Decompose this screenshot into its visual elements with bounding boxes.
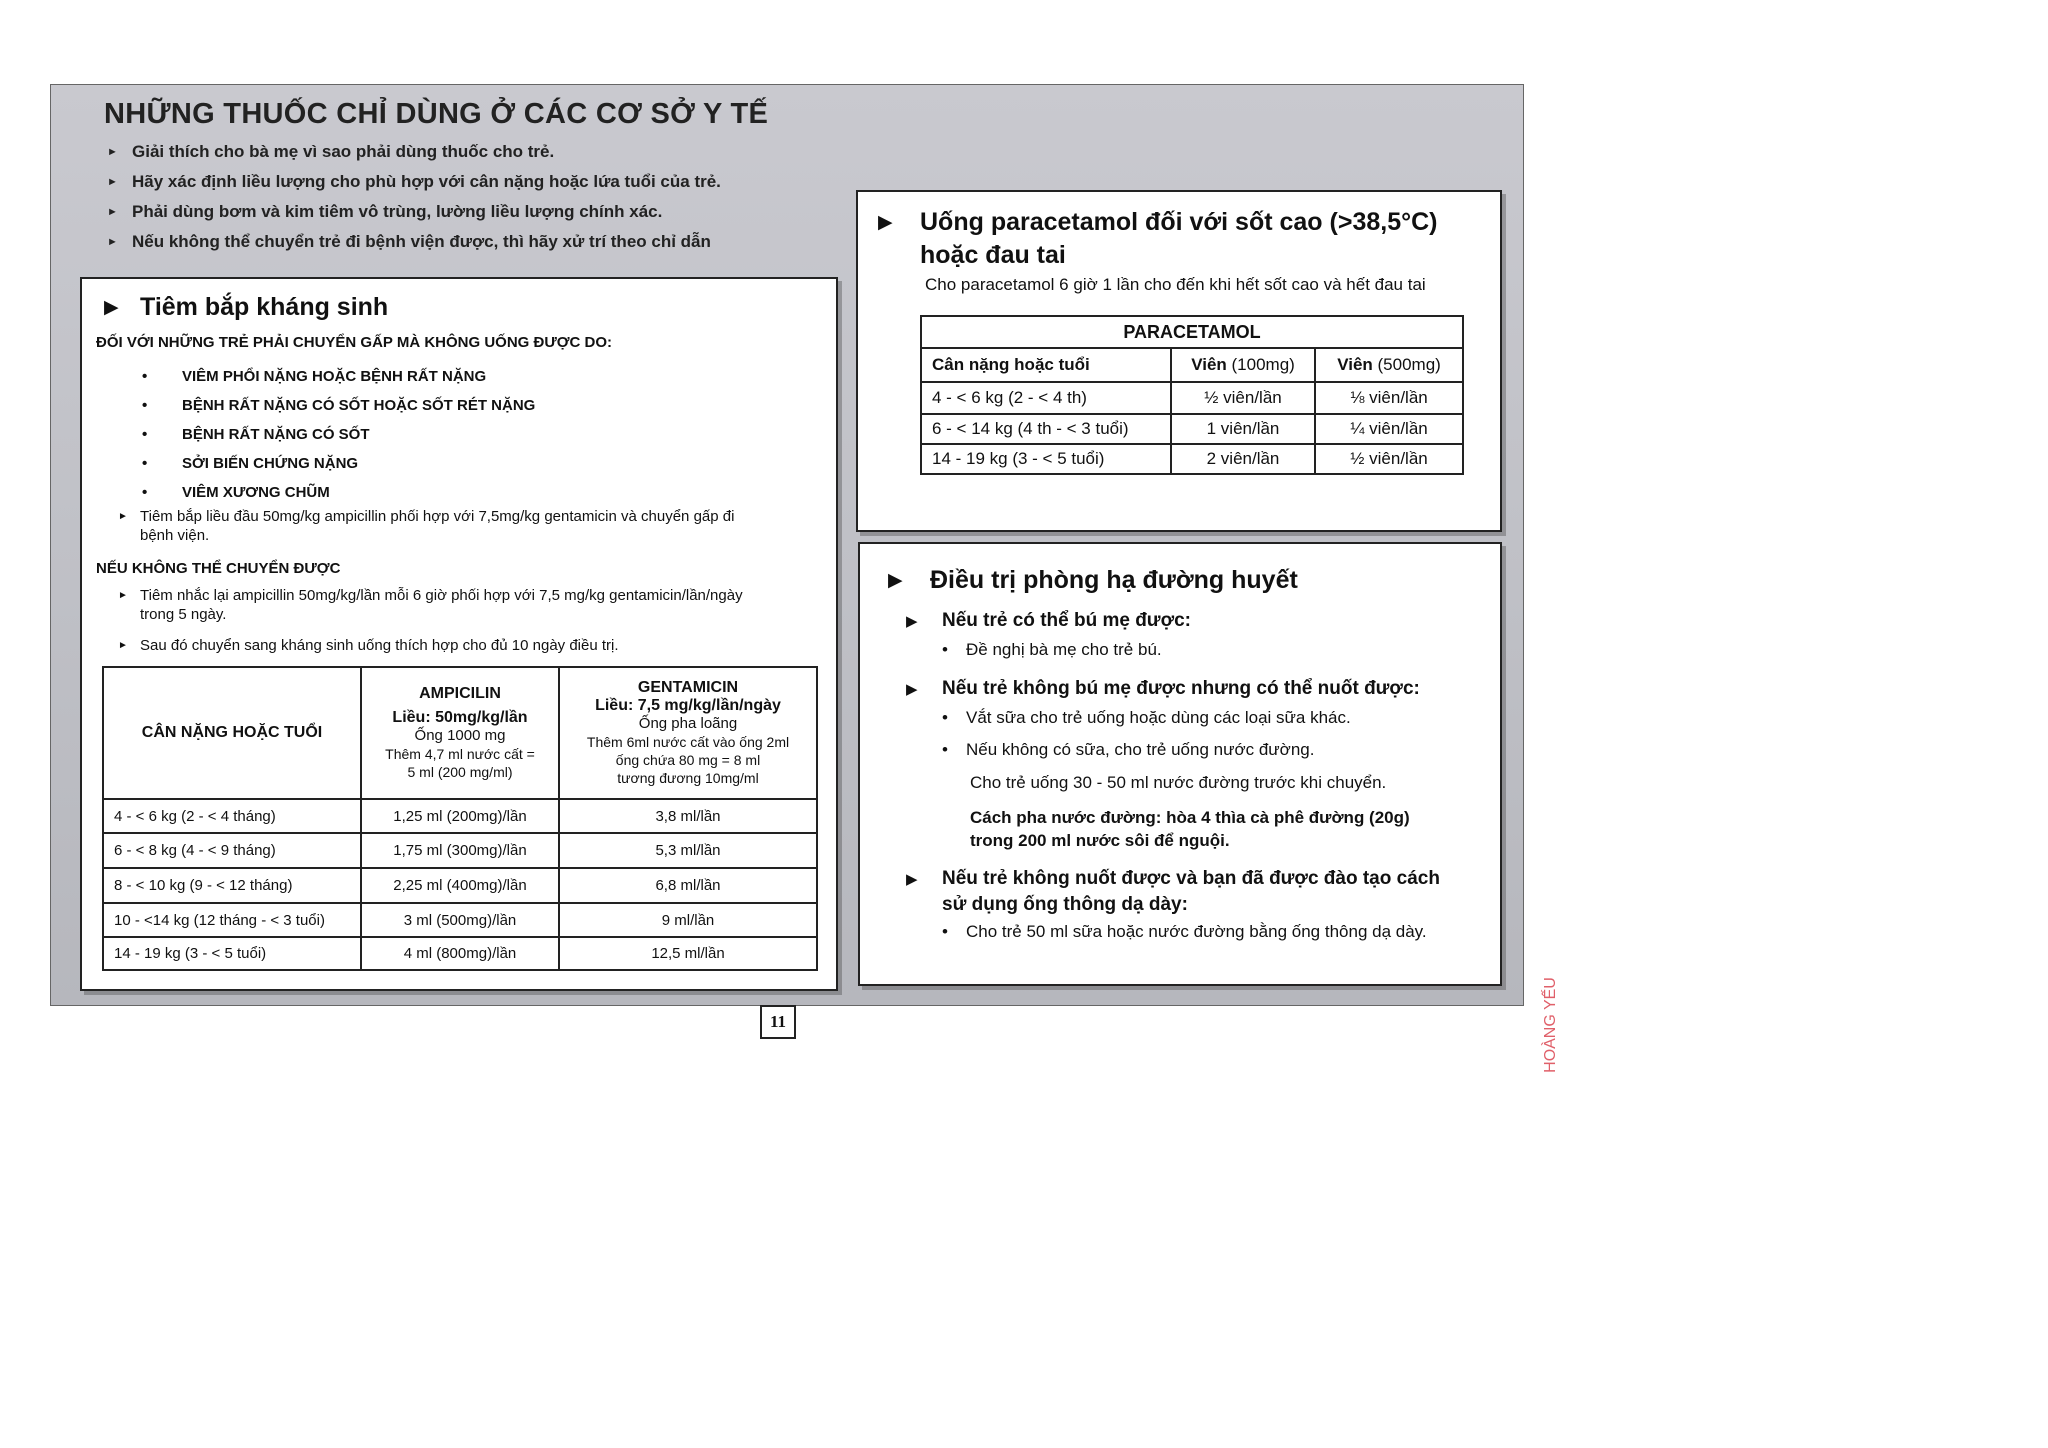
triangle-bullet-icon: ▶ [906, 681, 918, 698]
svg-text:HOÀNG YẾU: HOÀNG YẾU [1542, 977, 1560, 1073]
paracetamol-heading: ▶ Uống paracetamol đối với sốt cao (>38,5°C) hoặc đau tai [878, 208, 1438, 269]
paracetamol-table [920, 315, 1464, 475]
table-header-row [921, 348, 1463, 382]
bullet-arrow-icon: ► [107, 206, 118, 218]
column-header-weight: CÂN NẶNG HOẶC TUỔI [103, 667, 361, 799]
condition-item: • VIÊM PHỔI NẶNG HOẶC BỆNH RẤT NẶNG [142, 362, 535, 391]
case-tube-item: • Cho trẻ 50 ml sữa hoặc nước đường bằng ống thông dạ dày. [942, 922, 1427, 941]
table-row: 4 - < 6 kg (2 - < 4 th) ½ viên/lần ⅛ viên/lần [921, 382, 1463, 414]
bullet-dot-icon: • [142, 426, 148, 443]
table-row: 10 - <14 kg (12 tháng - < 3 tuổi) 3 ml (500mg)/lần 9 ml/lần [103, 903, 817, 937]
signature-mark [1538, 970, 1564, 1080]
table-row: 14 - 19 kg (3 - < 5 tuổi) 2 viên/lần ½ viên/lần [921, 444, 1463, 474]
bullet-arrow-icon: ► [118, 640, 128, 651]
table-row: 14 - 19 kg (3 - < 5 tuổi) 4 ml (800mg)/lần 12,5 ml/lần [103, 937, 817, 970]
oral-switch-instruction: ► Sau đó chuyển sang kháng sinh uống thích hợp cho đủ 10 ngày điều trị. [118, 637, 619, 654]
triangle-bullet-icon: ▶ [906, 871, 918, 888]
paracetamol-box [856, 190, 1502, 532]
condition-item: • BỆNH RẤT NẶNG CÓ SỐT HOẶC SỐT RÉT NẶNG [142, 391, 535, 420]
bullet-dot-icon: • [142, 455, 148, 472]
bullet-dot-icon: • [142, 484, 148, 501]
bullet-dot-icon: • [942, 740, 948, 759]
antibiotic-heading: ▶ Tiêm bắp kháng sinh [104, 293, 389, 321]
triangle-bullet-icon: ▶ [878, 212, 893, 233]
bullet-dot-icon: • [942, 708, 948, 727]
intro-list [107, 140, 721, 260]
first-dose-instruction: ► Tiêm bắp liều đầu 50mg/kg ampicillin phối hợp với 7,5mg/kg gentamicin và chuyển gấp đi bệnh viện. [118, 508, 735, 544]
condition-item: • BỆNH RẤT NẶNG CÓ SỐT [142, 420, 535, 449]
bullet-arrow-icon: ► [107, 146, 118, 158]
no-transfer-heading: NẾU KHÔNG THỂ CHUYỂN ĐƯỢC [96, 560, 341, 577]
paracetamol-note: Cho paracetamol 6 giờ 1 lần cho đến khi hết sốt cao và hết đau tai [925, 275, 1426, 294]
condition-item: • SỞI BIẾN CHỨNG NẶNG [142, 449, 535, 478]
column-header-ampicilin: AMPICILIN Liều: 50mg/kg/lần Ống 1000 mg Thêm 4,7 ml nước cất = 5 ml (200 mg/ml) [361, 667, 559, 799]
repeat-dose-instruction: ► Tiêm nhắc lại ampicillin 50mg/kg/lần mỗi 6 giờ phối hợp với 7,5 mg/kg gentamicin/lần/ngày trong 5 ngày. [118, 587, 743, 623]
table-row: 8 - < 10 kg (9 - < 12 tháng) 2,25 ml (400mg)/lần 6,8 ml/lần [103, 868, 817, 903]
condition-item: • VIÊM XƯƠNG CHŨM [142, 478, 535, 507]
triangle-bullet-icon: ▶ [104, 297, 119, 318]
antibiotic-subtitle: ĐỐI VỚI NHỮNG TRẺ PHẢI CHUYỂN GẤP MÀ KHÔNG UỐNG ĐƯỢC DO: [96, 334, 613, 351]
antibiotic-box [80, 277, 838, 991]
hypoglycemia-box [858, 542, 1502, 986]
page-title: NHỮNG THUỐC CHỈ DÙNG Ở CÁC CƠ SỞ Y TẾ [104, 98, 769, 130]
table-row: 4 - < 6 kg (2 - < 4 tháng) 1,25 ml (200mg)/lần 3,8 ml/lần [103, 799, 817, 833]
bullet-dot-icon: • [142, 368, 148, 385]
case-swallow-item: • Nếu không có sữa, cho trẻ uống nước đường. [942, 740, 1315, 759]
bullet-dot-icon: • [942, 922, 948, 941]
column-header-100mg: Viên (100mg) [1171, 348, 1315, 382]
bullet-arrow-icon: ► [107, 236, 118, 248]
antibiotic-dose-table [102, 666, 818, 971]
case-swallow-item: • Vắt sữa cho trẻ uống hoặc dùng các loại sữa khác. [942, 708, 1351, 727]
bullet-dot-icon: • [942, 640, 948, 659]
column-header-500mg: Viên (500mg) [1315, 348, 1463, 382]
case-tube-heading: ▶ Nếu trẻ không nuốt được và bạn đã được đào tạo cách sử dụng ống thông dạ dày: [906, 868, 1440, 915]
case-swallow-heading: ▶ Nếu trẻ không bú mẹ được nhưng có thể nuốt được: [906, 678, 1420, 699]
page-number: 11 [760, 1005, 796, 1039]
intro-item: ► Nếu không thể chuyển trẻ đi bệnh viện được, thì hãy xử trí theo chỉ dẫn [107, 230, 721, 260]
case-breastfeed-item: • Đề nghị bà mẹ cho trẻ bú. [942, 640, 1162, 659]
sugar-water-note: Cho trẻ uống 30 - 50 ml nước đường trước khi chuyển. [970, 773, 1387, 792]
table-header-row [103, 667, 817, 799]
intro-item: ► Phải dùng bơm và kim tiêm vô trùng, lường liều lượng chính xác. [107, 200, 721, 230]
table-title-row [921, 316, 1463, 348]
bullet-dot-icon: • [142, 397, 148, 414]
bullet-arrow-icon: ► [107, 176, 118, 188]
triangle-bullet-icon: ▶ [906, 613, 918, 630]
triangle-bullet-icon: ▶ [888, 570, 903, 591]
condition-list [142, 362, 535, 507]
hypoglycemia-heading: ▶ Điều trị phòng hạ đường huyết [888, 566, 1298, 594]
intro-item: ► Giải thích cho bà mẹ vì sao phải dùng thuốc cho trẻ. [107, 140, 721, 170]
intro-item: ► Hãy xác định liều lượng cho phù hợp với cân nặng hoặc lứa tuổi của trẻ. [107, 170, 721, 200]
column-header-weight: Cân nặng hoặc tuổi [921, 348, 1171, 382]
sugar-water-recipe: Cách pha nước đường: hòa 4 thìa cà phê đường (20g) trong 200 ml nước sôi để nguội. [970, 808, 1410, 850]
bullet-arrow-icon: ► [118, 590, 128, 601]
table-row: 6 - < 14 kg (4 th - < 3 tuổi) 1 viên/lần ¼ viên/lần [921, 414, 1463, 444]
table-row: 6 - < 8 kg (4 - < 9 tháng) 1,75 ml (300mg)/lần 5,3 ml/lần [103, 833, 817, 868]
bullet-arrow-icon: ► [118, 511, 128, 522]
case-breastfeed-heading: ▶ Nếu trẻ có thể bú mẹ được: [906, 610, 1191, 631]
column-header-gentamicin: GENTAMICIN Liều: 7,5 mg/kg/lần/ngày Ống pha loãng Thêm 6ml nước cất vào ống 2ml ống chứa 80 mg = 8 ml tương đương 10mg/ml [559, 667, 817, 799]
table-title: PARACETAMOL [921, 316, 1463, 348]
